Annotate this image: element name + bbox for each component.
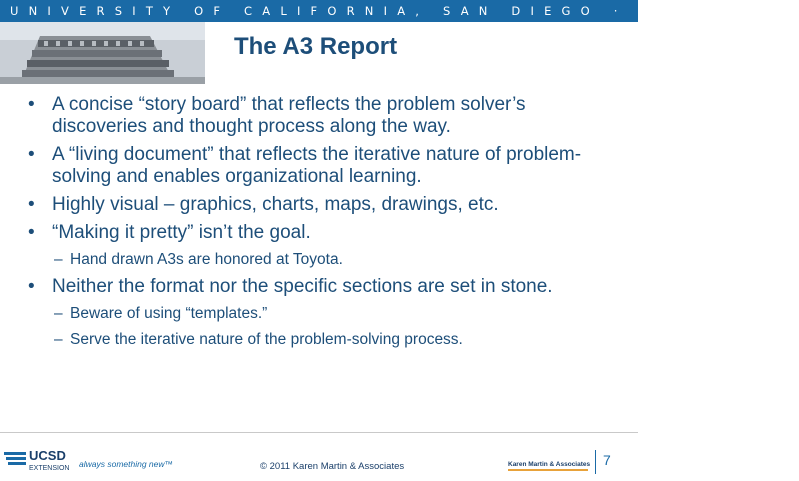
header-banner: UNIVERSITY OF CALIFORNIA, SAN DIEGO · EXTENSION [0,0,638,22]
bullet-item: • “Making it pretty” isn’t the goal. [28,222,311,243]
footer-divider [0,432,638,433]
ucsd-extension-logo [4,446,76,481]
building-photo [0,22,205,84]
copyright-text: © 2011 Karen Martin & Associates [260,461,405,472]
sub-bullet-item: – Serve the iterative nature of the problem-solving process. [54,331,463,348]
sub-bullet-item: – Beware of using “templates.” [54,305,268,322]
svg-text:EXTENSION: EXTENSION [29,465,70,472]
sub-bullet-item: – Hand drawn A3s are honored at Toyota. [54,251,343,268]
footer-separator [595,450,596,474]
svg-text:Karen Martin & Associates: Karen Martin & Associates [508,461,591,468]
bullet-item: • A “living document” that reflects the iterative nature of problem-solving and enables organizational learning. [28,144,582,187]
bullet-item: • Highly visual – graphics, charts, maps, drawings, etc. [28,194,499,215]
svg-text:UCSD: UCSD [29,448,66,463]
bullet-item: • A concise “story board” that reflects the problem solver’s discoveries and thought process along the way. [28,94,526,137]
tagline: always something new™ [79,459,174,469]
bullet-list [28,94,618,356]
page-number: 7 [603,452,611,468]
karen-martin-logo [508,456,590,479]
bullet-item: • Neither the format nor the specific sections are set in stone. [28,276,553,297]
slide-title: The A3 Report [233,33,398,60]
